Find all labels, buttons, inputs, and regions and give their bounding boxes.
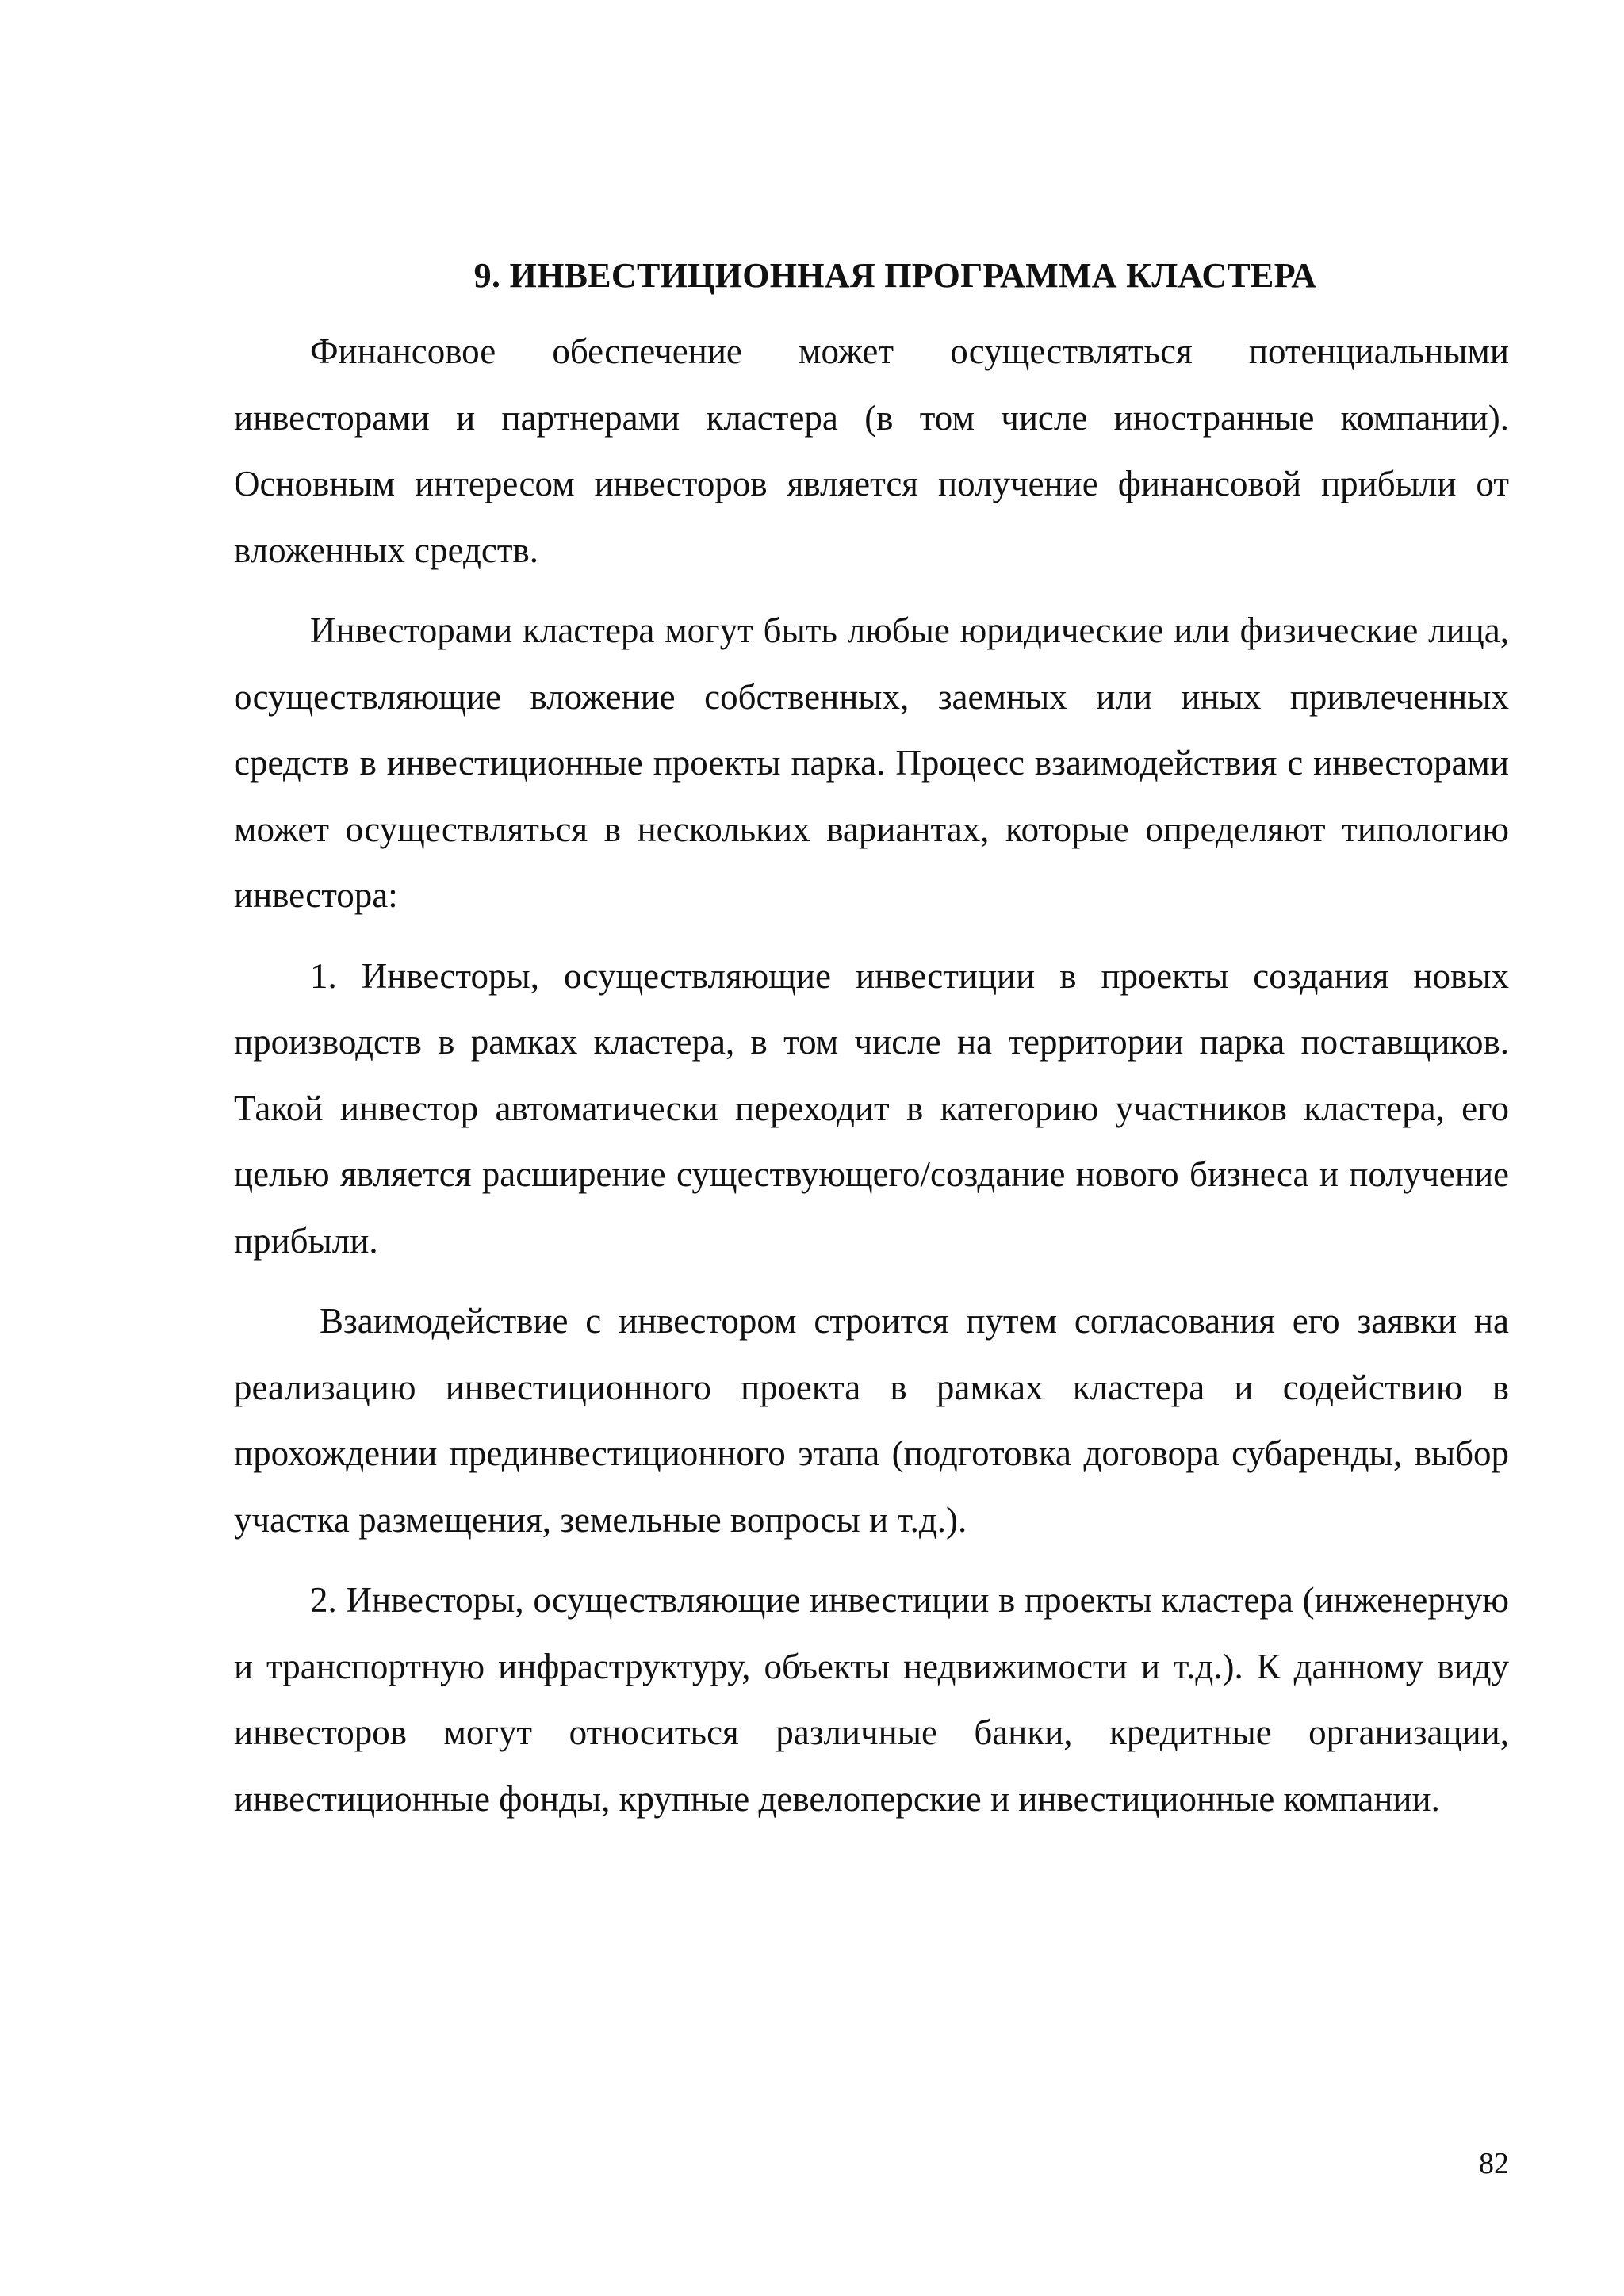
list-item-1: 1. Инвесторы, осуществляющие инвестиции в проекты создания новых производств в рамках кластера, в том числе на территории парка поставщиков. Такой инвестор автоматически переходит в категорию участников кластера, его целью является расширение существующего/создание нового бизнеса и получение прибыли. <box>234 955 1509 1261</box>
page-number: 82 <box>1479 2147 1509 2180</box>
paragraph-interaction: Взаимодействие с инвестором строится путем согласования его заявки на реализацию инвестиционного проекта в рамках кластера и содействию в прохождении прединвестиционного этапа (подготовка договора субаренды, выбор участка размещения, земельные вопросы и т.д.). <box>234 1301 1509 1540</box>
paragraph-investors: Инвесторами кластера могут быть любые юридические или физические лица, осуществляющие вложение собственных, заемных или иных привлеченных средств в инвестиционные проекты парка. Процесс взаимодействия с инвесторами может осуществляться в нескольких вариантах, которые определяют типологию инвестора: <box>234 610 1509 915</box>
list-item-2: 2. Инвесторы, осуществляющие инвестиции в проекты кластера (инженерную и транспортную инфраструктуру, объекты недвижимости и т.д.). К данному виду инвесторов могут относиться различные банки, кредитные организации, инвестиционные фонды, крупные девелоперские и инвестиционные компании. <box>234 1580 1509 1819</box>
section-heading: 9. ИНВЕСТИЦИОННАЯ ПРОГРАММА КЛАСТЕРА <box>473 256 1317 295</box>
page-body <box>234 252 1509 1846</box>
paragraph-financing: Финансовое обеспечение может осуществляться потенциальными инвесторами и партнерами кластера (в том числе иностранные компании). Основным интересом инвесторов является получение финансовой прибыли от вложенных средств. <box>234 331 1509 570</box>
